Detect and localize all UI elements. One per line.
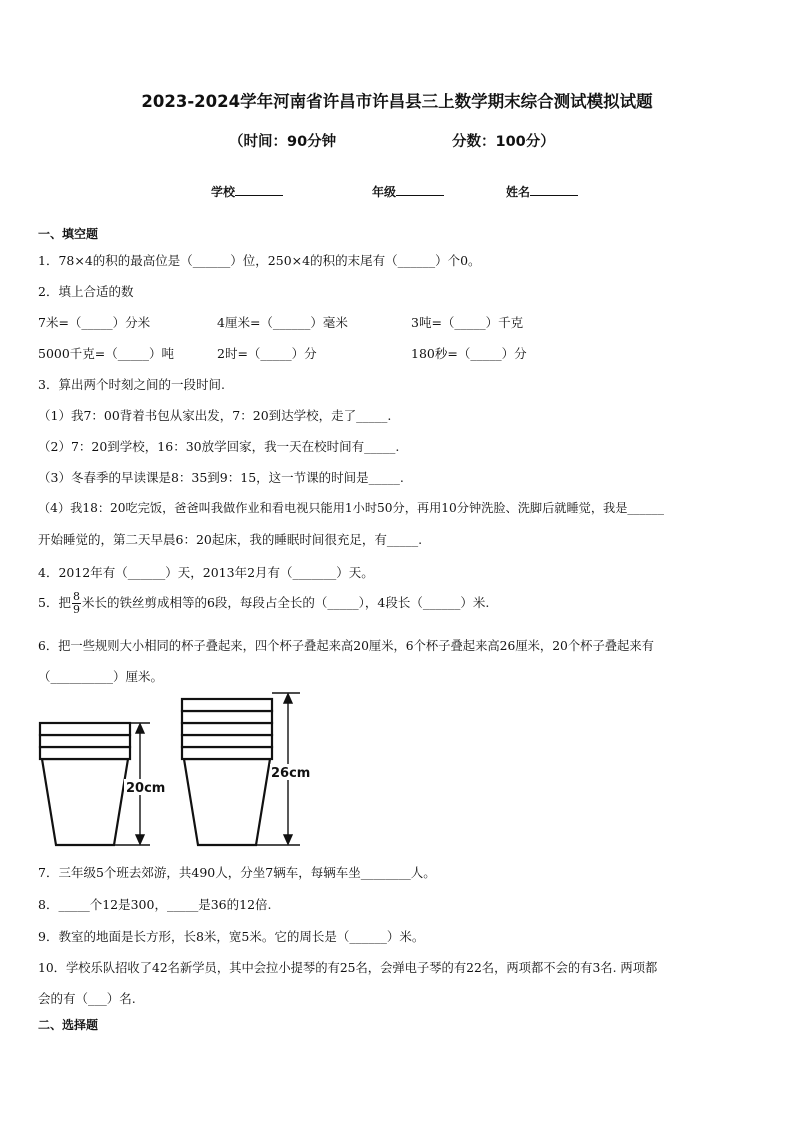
stacked-cups-figure <box>30 688 350 854</box>
question-8: 8．_____个12是300，_____是36的12倍. <box>38 897 272 912</box>
right-cup-rim-3 <box>182 723 272 735</box>
question-3-3: （3）冬春季的早读课是8：35到9：15，这一节课的时间是_____. <box>38 470 404 485</box>
question-3-4-line1: （4）我18：20吃完饭，爸爸叫我做作业和看电视只能用1小时50分，再用10分钟洗脸、洗脚后就睡觉，我是______ <box>38 501 664 515</box>
right-cup-rim-1 <box>182 747 272 759</box>
section-heading-fill: 一、填空题 <box>38 227 99 241</box>
question-10-line2: 会的有（___）名. <box>38 991 136 1006</box>
school-field: 学校 <box>211 183 283 200</box>
question-5: 5．把 $\frac{8}{9}$ 米长的铁丝剪成相等的6段，每段占全长的（_____），4段长（______）米. <box>38 590 490 616</box>
left-cup-rim-3 <box>40 723 130 735</box>
question-7: 7．三年级5个班去郊游，共490人，分坐7辆车，每辆车坐________人。 <box>38 865 436 880</box>
question-3: 3．算出两个时刻之间的一段时间. <box>38 377 225 392</box>
section-heading-choice: 二、选择题 <box>38 1018 99 1032</box>
q2-row1-b: 4厘米=（______）毫米 <box>217 315 348 330</box>
name-field: 姓名 <box>506 183 578 200</box>
q2-row2-b: 2时=（_____）分 <box>217 346 317 361</box>
right-cup-rim-5 <box>182 699 272 711</box>
q2-row1-c: 3吨=（_____）千克 <box>411 315 524 330</box>
exam-score: 分数：100分） <box>452 134 555 150</box>
left-cup-rim-2 <box>40 735 130 747</box>
question-3-2: （2）7：20到学校，16：30放学回家，我一天在校时间有_____. <box>38 439 400 454</box>
q2-row2-a: 5000千克=（_____）吨 <box>38 346 175 361</box>
left-height-label: 20cm <box>126 781 166 796</box>
fraction-8-9: $\frac{8}{9}$ <box>72 590 80 616</box>
right-cup-rim-4 <box>182 711 272 723</box>
right-height-label: 26cm <box>271 766 311 781</box>
question-1: 1．78×4的积的最高位是（______）位，250×4的积的末尾有（______）个0。 <box>38 253 481 268</box>
right-cup-rim-2 <box>182 735 272 747</box>
left-cup-rim-1 <box>40 747 130 759</box>
question-3-4-line2: 开始睡觉的，第二天早晨6：20起床，我的睡眠时间很充足，有_____. <box>38 532 423 547</box>
question-10-line1: 10．学校乐队招收了42名新学员，其中会拉小提琴的有25名，会弹电子琴的有22名，两项都不会的有3名. 两项都 <box>38 961 658 975</box>
question-6-line1: 6．把一些规则大小相同的杯子叠起来，四个杯子叠起来高20厘米，6个杯子叠起来高26厘米，20个杯子叠起来有 <box>38 639 654 653</box>
question-2: 2．填上合适的数 <box>38 284 134 299</box>
left-cup-body <box>42 759 128 845</box>
right-cup-body <box>184 759 270 845</box>
q2-row2-c: 180秒=（_____）分 <box>411 346 527 361</box>
question-3-1: （1）我7：00背着书包从家出发，7：20到达学校，走了_____. <box>38 408 392 423</box>
q2-row1-a: 7米=（_____）分米 <box>38 315 151 330</box>
question-4: 4．2012年有（______）天，2013年2月有（_______）天。 <box>38 565 374 580</box>
grade-field: 年级 <box>372 183 444 200</box>
page-title: 2023-2024学年河南省许昌市许昌县三上数学期末综合测试模拟试题 <box>141 92 653 111</box>
exam-time: （时间：90分钟 <box>229 134 337 150</box>
question-9: 9．教室的地面是长方形，长8米，宽5米。它的周长是（______）米。 <box>38 929 425 944</box>
question-6-line2: （__________）厘米。 <box>38 669 164 684</box>
